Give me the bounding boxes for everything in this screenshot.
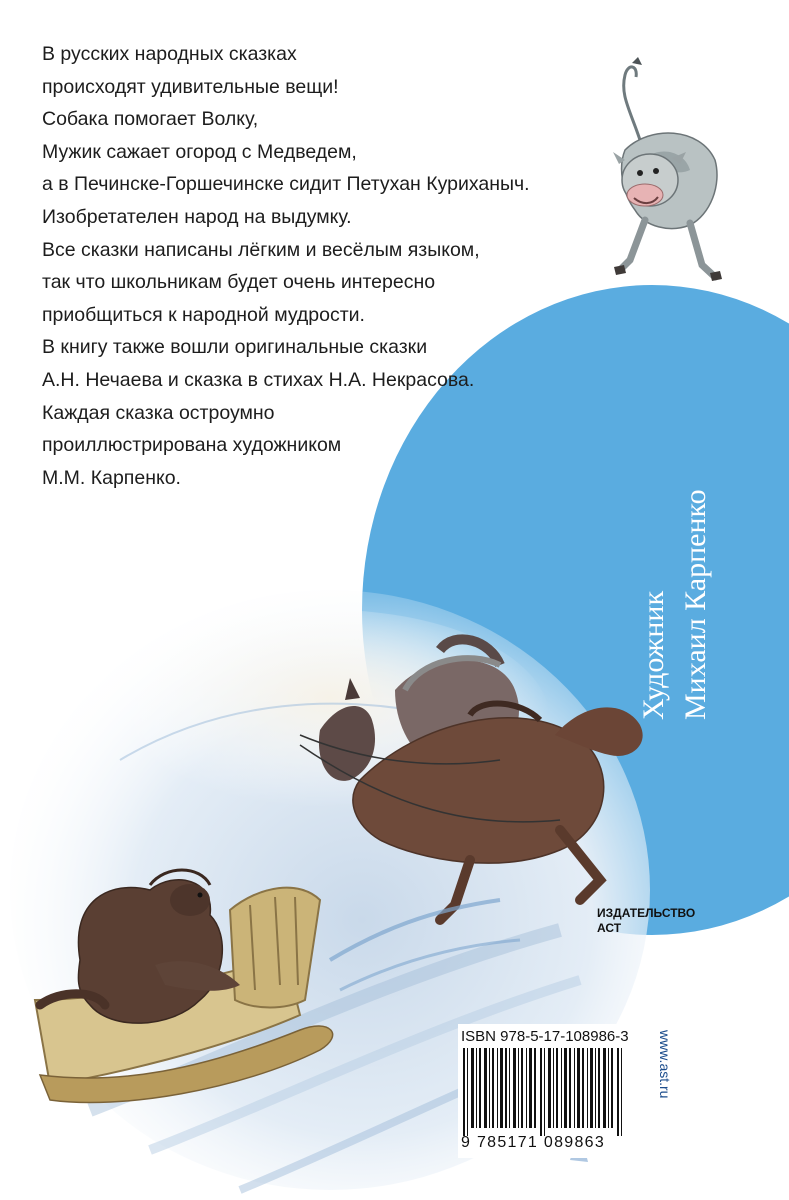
illustrator-credit-text — [633, 325, 723, 720]
blurb-line: М.М. Карпенко. — [42, 466, 181, 489]
ean-number: 9 785171 089863 — [461, 1134, 606, 1151]
blurb-line: Каждая сказка остроумно — [42, 401, 275, 424]
illustrator-credit — [633, 325, 723, 720]
blurb-line: А.Н. Нечаева и сказка в стихах Н.А. Некрасова. — [42, 368, 475, 391]
blurb-line: В русских народных сказках — [42, 43, 297, 65]
blurb-line: а в Печинске-Горшечинске сидит Петухан Куриханыч. — [42, 173, 530, 196]
blurb-line: Мужик сажает огород с Медведем, — [42, 140, 357, 163]
illustrator-name: Михаил Карпенко — [679, 489, 712, 720]
illustrator-label: Художник — [637, 590, 670, 720]
blurb-line: происходят удивительные вещи! — [42, 75, 339, 98]
blurb-line: Все сказки написаны лёгким и весёлым языком, — [42, 238, 480, 261]
barcode-block — [458, 1024, 639, 1158]
blurb-line: В книгу также вошли оригинальные сказки — [42, 336, 428, 359]
publisher-line: АСТ — [597, 921, 622, 935]
website-text: www.ast.ru — [657, 1030, 673, 1099]
publisher-line: ИЗДАТЕЛЬСТВО — [597, 906, 696, 920]
barcode-icon — [461, 1048, 637, 1138]
blurb-line: Изобретателен народ на выдумку. — [42, 205, 352, 228]
website-url — [652, 1030, 682, 1160]
blurb-line: приобщиться к народной мудрости. — [42, 303, 365, 326]
publisher-mark — [597, 906, 707, 936]
blurb-line: так что школьникам будет очень интересно — [42, 271, 436, 294]
blurb-line: Собака помогает Волку, — [42, 108, 259, 131]
blurb-line: проиллюстрирована художником — [42, 434, 342, 457]
isbn-label: ISBN 978-5-17-108986-3 — [461, 1028, 629, 1045]
